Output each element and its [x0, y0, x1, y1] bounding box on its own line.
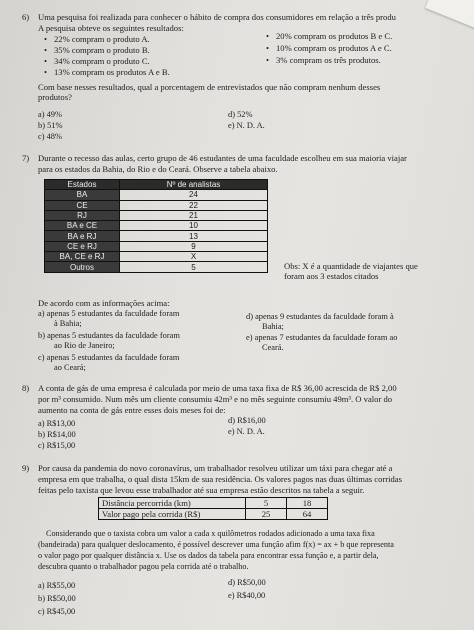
table-cell: 5 — [246, 498, 287, 509]
q7-option-c-cont: ao Ceará; — [54, 363, 86, 372]
header-estados: Estados — [45, 180, 120, 190]
table-cell: 13 — [120, 231, 268, 241]
table-row — [45, 231, 268, 241]
q6-bullet-right-2: • 10% compram os produtos A e C. — [276, 43, 392, 53]
q7-option-c[interactable]: c) apenas 5 estudantes da faculdade foram — [38, 353, 180, 362]
table-row — [45, 190, 268, 200]
q8-option-d[interactable]: d) R$16,00 — [228, 416, 266, 425]
q6-bullet-left-2: • 35% compram o produto B. — [54, 45, 150, 55]
folded-corner — [425, 0, 474, 38]
table-header-row — [45, 180, 268, 190]
q9-option-c[interactable]: c) R$45,00 — [38, 607, 76, 616]
q8-number: 8) — [22, 383, 30, 393]
q7-table — [44, 179, 268, 273]
q7-obs-line2: foram aos 3 estados citados — [284, 271, 379, 281]
q7-obs-line1: Obs: X é a quantidade de viajantes que — [284, 261, 418, 271]
q9-option-b[interactable]: b) R$50,00 — [38, 594, 76, 603]
q9-para4: descubra quanto o trabalhador pagou pela corrida até o trabalho. — [38, 562, 249, 571]
table-cell: 22 — [120, 200, 268, 210]
q7-option-a[interactable]: a) apenas 5 estudantes da faculdade foram — [38, 309, 180, 318]
q9-option-e[interactable]: e) R$40,00 — [228, 591, 266, 600]
q6-bullet-right-1: • 20% compram os produtos B e C. — [276, 31, 392, 41]
q8-line1: A conta de gás de uma empresa é calculada por meio de uma taxa fixa de R$ 36,00 acrescida de R$ 2,00 — [38, 383, 397, 393]
q8-option-e[interactable]: e) N. D. A. — [228, 427, 265, 436]
q8-line2: por m³ consumido. Num mês um cliente consumiu 42m³ e no mês seguinte consumiu 49m³. O valor do — [38, 394, 393, 404]
q8-option-b[interactable]: b) R$14,00 — [38, 430, 76, 439]
q6-question-line1: Com base nesses resultados, qual a porcentagem de entrevistados que não compram nenhum desses — [38, 82, 381, 92]
q8-option-a[interactable]: a) R$13,00 — [38, 419, 76, 428]
table-row — [45, 252, 268, 262]
table-cell: Valor pago pela corrida (R$) — [99, 509, 246, 520]
q7-option-d[interactable]: d) apenas 9 estudantes da faculdade foram à — [246, 312, 394, 321]
q7-option-b-cont: ao Rio de Janeiro; — [54, 341, 115, 350]
q7-option-a-cont: à Bahia; — [54, 319, 82, 328]
q9-para1: Considerando que o taxista cobra um valor a cada x quilômetros rodados adicionado a uma taxa fixa — [46, 529, 375, 538]
q7-number: 7) — [22, 153, 30, 163]
q7-line1: Durante o recesso das aulas, certo grupo de 46 estudantes de uma faculdade escolheu em sua maioria viajar — [38, 153, 407, 163]
table-row — [45, 262, 268, 272]
q7-option-e-cont: Ceará. — [262, 343, 284, 352]
table-cell: 9 — [120, 241, 268, 251]
q9-line3: feitas pelo taxista que levou esse trabalhador até sua empresa estão descritos na tabela a seguir. — [38, 485, 365, 495]
q7-lead: De acordo com as informações acima: — [38, 298, 170, 308]
table-cell: CE — [45, 200, 120, 210]
q6-bullet-left-1: • 22% compram o produto A. — [54, 34, 150, 44]
table-cell: X — [120, 252, 268, 262]
table-cell: Outros — [45, 262, 120, 272]
q8-line3: aumento na conta de gás entre esses dois meses foi de: — [38, 405, 226, 415]
q6-question-line2: produtos? — [38, 92, 72, 102]
table-cell: 10 — [120, 221, 268, 231]
q7-option-b[interactable]: b) apenas 5 estudantes da faculdade foram — [38, 331, 180, 340]
header-analistas: Nº de analistas — [120, 180, 268, 190]
q6-option-e[interactable]: e) N. D. A. — [228, 121, 265, 130]
q7-line2: para os estados da Bahia, do Rio e do Ceará. Observe a tabela abaixo. — [38, 164, 278, 174]
table-row — [45, 241, 268, 251]
q6-bullet-left-4: • 13% compram os produtos A e B. — [54, 67, 170, 77]
q9-line1: Por causa da pandemia do novo coronavírus, um trabalhador resolveu utilizar um táxi para chegar até a — [38, 463, 393, 473]
table-row — [45, 221, 268, 231]
q6-option-a[interactable]: a) 49% — [38, 110, 62, 119]
q6-results-intro: A pesquisa obteve os seguintes resultados: — [38, 23, 184, 33]
q7-option-e[interactable]: e) apenas 7 estudantes da faculdade foram ao — [246, 333, 398, 342]
table-row — [45, 200, 268, 210]
q9-option-a[interactable]: a) R$55,00 — [38, 581, 76, 590]
table-row — [45, 210, 268, 220]
q6-bullet-right-3: • 3% compram os três produtos. — [276, 55, 381, 65]
table-cell: 25 — [246, 509, 287, 520]
q6-intro: Uma pesquisa foi realizada para conhecer o hábito de compra dos consumidores em relação a três produ — [38, 12, 396, 22]
table-cell: BA e CE — [45, 221, 120, 231]
table-row — [99, 498, 328, 509]
table-cell: 5 — [120, 262, 268, 272]
table-cell: BA — [45, 190, 120, 200]
q9-para3: o valor pago por qualquer distância x. Use os dados da tabela para encontrar essa função e, a partir dela, — [38, 551, 379, 560]
table-cell: 64 — [287, 509, 328, 520]
table-cell: CE e RJ — [45, 241, 120, 251]
table-row — [99, 509, 328, 520]
q9-option-d[interactable]: d) R$50,00 — [228, 578, 266, 587]
q6-option-d[interactable]: d) 52% — [228, 110, 253, 119]
table-cell: 24 — [120, 190, 268, 200]
table-cell: RJ — [45, 210, 120, 220]
q9-table — [98, 497, 328, 520]
q6-option-b[interactable]: b) 51% — [38, 121, 63, 130]
q9-number: 9) — [22, 463, 30, 473]
q6-option-c[interactable]: c) 48% — [38, 132, 62, 141]
table-cell: BA, CE e RJ — [45, 252, 120, 262]
table-cell: BA e RJ — [45, 231, 120, 241]
table-cell: Distância percorrida (km) — [99, 498, 246, 509]
table-cell: 21 — [120, 210, 268, 220]
table-cell: 18 — [287, 498, 328, 509]
q8-option-c[interactable]: c) R$15,00 — [38, 441, 76, 450]
q7-option-d-cont: Bahia; — [262, 322, 284, 331]
q6-number: 6) — [22, 12, 30, 22]
q6-bullet-left-3: • 34% compram o produto C. — [54, 56, 150, 66]
q9-para2: (bandeirada) para qualquer deslocamento, é possível descrever uma função afim f(x) = ax + b que representa — [38, 540, 394, 549]
q9-line2: empresa em que trabalha, o qual dista 15km de sua residência. Os valores pagos nas duas últimas corridas — [38, 474, 402, 484]
